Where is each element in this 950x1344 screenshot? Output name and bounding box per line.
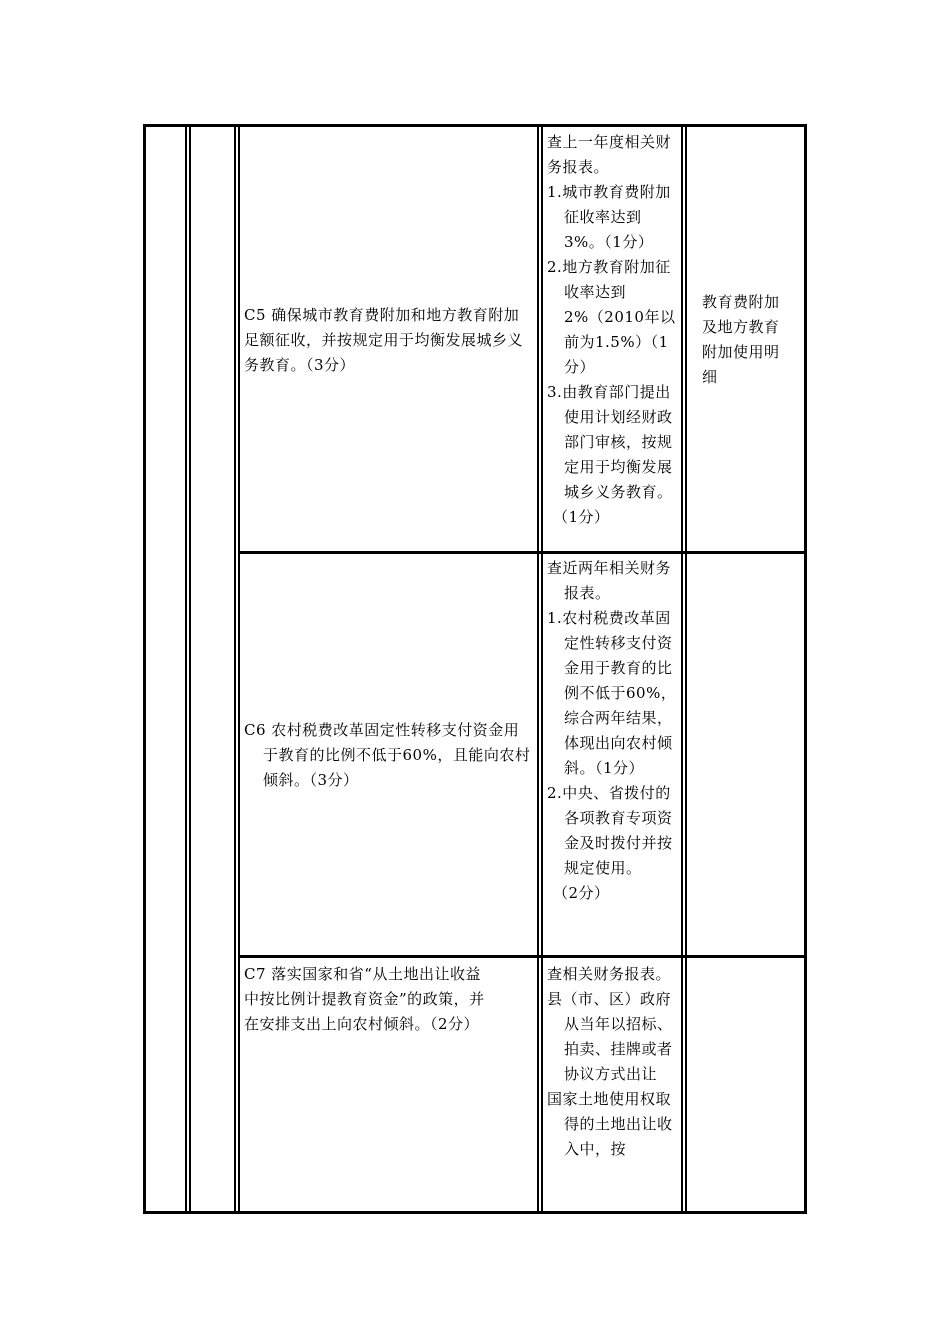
col-rule (541, 124, 543, 1214)
method-score: （1分） (553, 508, 610, 526)
table-row (244, 958, 534, 1208)
method-item: 县（市、区）政府从当年以招标、拍卖、挂牌或者协议方式出让 (547, 990, 673, 1083)
col-rule (238, 124, 240, 1214)
method-cell (547, 130, 679, 550)
material-text: 教育费附加及地方教育附加使用明细 (702, 293, 780, 386)
method-cell (547, 962, 679, 1208)
method-item: 3.由教育部门提出使用计划经财政部门审核，按规定用于均衡发展城乡义务教育。 (547, 383, 673, 501)
material-cell (702, 556, 794, 954)
method-item: 1.城市教育费附加征收率达到3%。（1分） (547, 183, 671, 251)
method-item: 国家土地使用权取得的土地出让收入中，按 (547, 1090, 673, 1158)
criteria-cell: C6 农村税费改革固定性转移支付资金用于教育的比例不低于60%，且能向农村倾斜。（3分） (244, 720, 531, 789)
table-row (244, 130, 534, 550)
method-cell (547, 556, 679, 954)
material-cell (702, 962, 794, 1208)
col-rule (681, 124, 683, 1214)
row-rule (238, 551, 804, 554)
table-row (244, 556, 534, 954)
method-intro: 查上一年度相关财务报表。 (547, 133, 672, 176)
method-intro: 查相关财务报表。 (547, 965, 672, 983)
col-rule (185, 124, 187, 1214)
method-item: 1.农村税费改革固定性转移支付资金用于教育的比例不低于60%，综合两年结果，体现出向农村倾斜。（1分） (547, 609, 677, 777)
method-score: （2分） (553, 884, 610, 902)
criteria-cell: C7 落实国家和省“从土地出让收益中按比例计提教育资金”的政策，并在安排支出上向农村倾斜。（2分） (244, 965, 485, 1033)
col-rule (685, 124, 687, 1214)
criteria-cell: C5 确保城市教育费附加和地方教育附加足额征收，并按规定用于均衡发展城乡义务教育。（3分） (244, 305, 524, 374)
col-rule (234, 124, 236, 1214)
method-item: 2.中央、省拨付的各项教育专项资金及时拨付并按规定使用。 (547, 784, 673, 877)
method-item: 2.地方教育附加征收率达到2%（2010年以前为1.5%）（1分） (547, 258, 676, 376)
col-rule (537, 124, 539, 1214)
material-cell (702, 130, 794, 550)
col-rule (189, 124, 191, 1214)
method-intro: 查近两年相关财务报表。 (547, 559, 672, 602)
